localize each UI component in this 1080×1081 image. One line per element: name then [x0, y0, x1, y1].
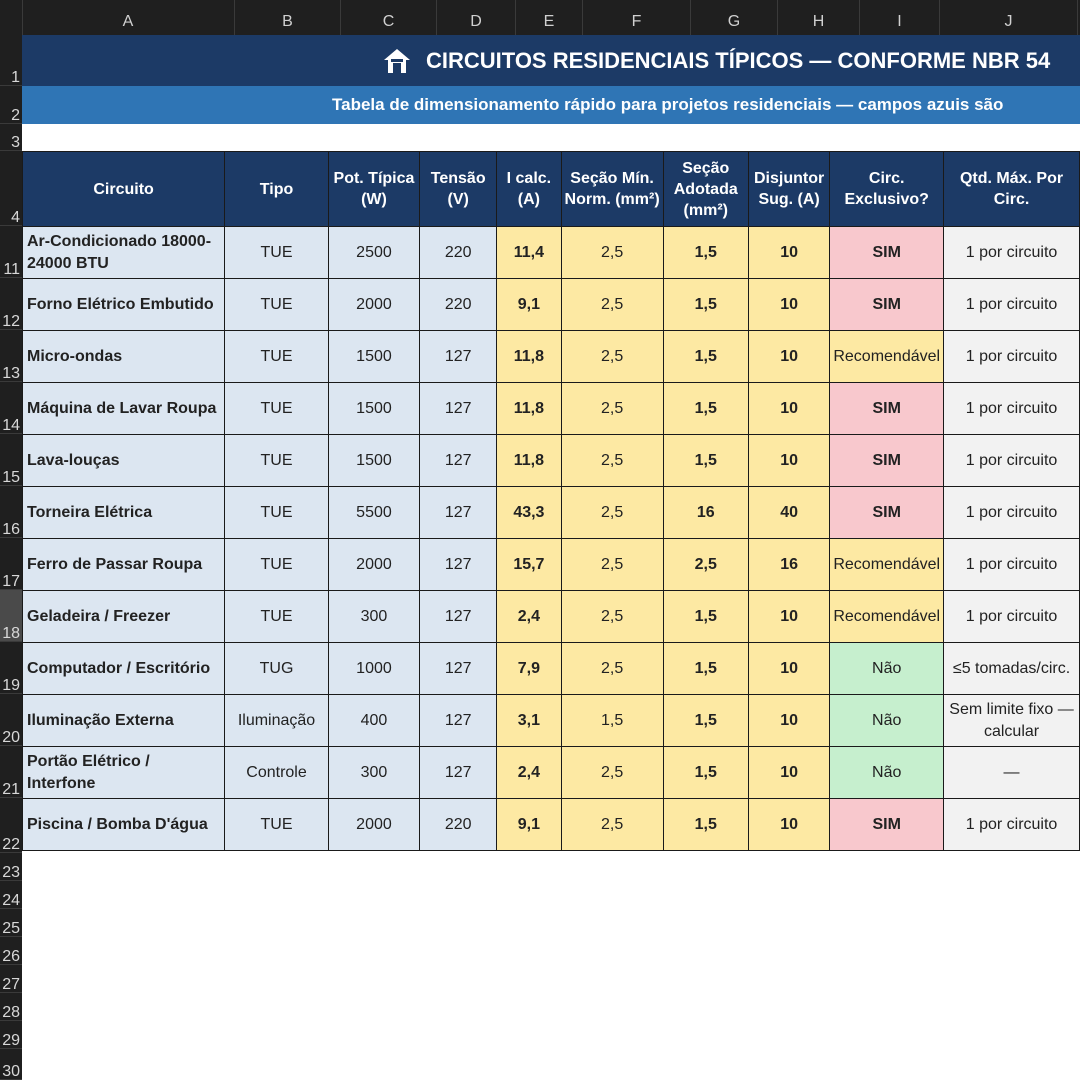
row-header[interactable]: 3	[0, 124, 22, 151]
header-tensao[interactable]: Tensão (V)	[420, 152, 497, 227]
cell-secao-adotada[interactable]: 1,5	[663, 799, 748, 851]
row-header[interactable]: 17	[0, 538, 22, 590]
cell-qtd-max[interactable]: —	[944, 747, 1080, 799]
column-header-g[interactable]: G	[691, 0, 778, 35]
row-header[interactable]: 21	[0, 746, 22, 798]
cell-qtd-max[interactable]: 1 por circuito	[944, 591, 1080, 643]
cell-potencia[interactable]: 1000	[328, 643, 419, 695]
cell-potencia[interactable]: 1500	[328, 383, 419, 435]
cell-circuito[interactable]: Iluminação Externa	[23, 695, 225, 747]
cell-secao-minima[interactable]: 2,5	[561, 487, 663, 539]
cell-qtd-max[interactable]: Sem limite fixo — calcular	[944, 695, 1080, 747]
cell-exclusivo[interactable]: Não	[830, 747, 944, 799]
cell-circuito[interactable]: Torneira Elétrica	[23, 487, 225, 539]
cell-qtd-max[interactable]: 1 por circuito	[944, 539, 1080, 591]
table-row	[23, 799, 1080, 851]
cell-corrente[interactable]: 11,8	[497, 331, 561, 383]
cell-tensao[interactable]: 127	[420, 331, 497, 383]
cell-potencia[interactable]: 1500	[328, 331, 419, 383]
header-exclusivo[interactable]: Circ. Exclusivo?	[830, 152, 944, 227]
header-corrente[interactable]: I calc. (A)	[497, 152, 561, 227]
cell-potencia[interactable]: 1500	[328, 435, 419, 487]
table-row	[23, 643, 1080, 695]
cell-disjuntor[interactable]: 10	[748, 383, 829, 435]
sheet-subtitle: Tabela de dimensionamento rápido para projetos residenciais — campos azuis são	[332, 95, 1004, 114]
cell-corrente[interactable]: 3,1	[497, 695, 561, 747]
header-circuito[interactable]: Circuito	[23, 152, 225, 227]
row-header[interactable]: 30	[0, 1049, 22, 1080]
cell-secao-minima[interactable]: 1,5	[561, 695, 663, 747]
cell-secao-adotada[interactable]: 1,5	[663, 643, 748, 695]
sheet-title: CIRCUITOS RESIDENCIAIS TÍPICOS — CONFORME NBR 54	[426, 47, 1051, 73]
cell-corrente[interactable]: 15,7	[497, 539, 561, 591]
cell-corrente[interactable]: 11,4	[497, 227, 561, 279]
cell-tipo[interactable]: TUE	[225, 331, 329, 383]
cell-potencia[interactable]: 2500	[328, 227, 419, 279]
cell-secao-adotada[interactable]: 1,5	[663, 591, 748, 643]
cell-potencia[interactable]: 2000	[328, 539, 419, 591]
cell-qtd-max[interactable]: 1 por circuito	[944, 799, 1080, 851]
cell-secao-adotada[interactable]: 1,5	[663, 383, 748, 435]
cell-disjuntor[interactable]: 10	[748, 591, 829, 643]
row-header[interactable]: 4	[0, 151, 22, 226]
cell-disjuntor[interactable]: 40	[748, 487, 829, 539]
cell-secao-adotada[interactable]: 1,5	[663, 695, 748, 747]
cell-circuito[interactable]: Ar-Condicionado 18000-24000 BTU	[23, 227, 225, 279]
cell-exclusivo[interactable]: SIM	[830, 383, 944, 435]
cell-disjuntor[interactable]: 10	[748, 279, 829, 331]
sheet-title-banner[interactable]	[22, 35, 1080, 86]
cell-secao-minima[interactable]: 2,5	[561, 591, 663, 643]
cell-tensao[interactable]: 127	[420, 435, 497, 487]
row-header[interactable]: 23	[0, 853, 22, 881]
row-header[interactable]: 15	[0, 434, 22, 486]
cell-secao-minima[interactable]: 2,5	[561, 383, 663, 435]
table-row	[23, 331, 1080, 383]
cell-exclusivo[interactable]: SIM	[830, 487, 944, 539]
column-header-a[interactable]: A	[22, 0, 235, 35]
header-qtd-max[interactable]: Qtd. Máx. Por Circ.	[944, 152, 1080, 227]
row-header[interactable]: 1	[0, 35, 22, 86]
column-header-c[interactable]: C	[341, 0, 437, 35]
cell-secao-adotada[interactable]: 1,5	[663, 435, 748, 487]
cell-circuito[interactable]: Forno Elétrico Embutido	[23, 279, 225, 331]
cell-qtd-max[interactable]: 1 por circuito	[944, 487, 1080, 539]
cell-circuito[interactable]: Lava-louças	[23, 435, 225, 487]
header-secao-adotada[interactable]: Seção Adotada (mm²)	[663, 152, 748, 227]
table-row	[23, 227, 1080, 279]
row-header[interactable]: 13	[0, 330, 22, 382]
cell-corrente[interactable]: 7,9	[497, 643, 561, 695]
row-header[interactable]: 26	[0, 937, 22, 965]
cell-exclusivo[interactable]: Recomendável	[830, 331, 944, 383]
cell-secao-minima[interactable]: 2,5	[561, 799, 663, 851]
cell-tensao[interactable]: 127	[420, 591, 497, 643]
cell-secao-minima[interactable]: 2,5	[561, 279, 663, 331]
select-all-corner[interactable]	[0, 0, 23, 35]
row-header[interactable]: 27	[0, 965, 22, 993]
circuits-table	[22, 151, 1080, 851]
cell-exclusivo[interactable]: SIM	[830, 799, 944, 851]
cell-tensao[interactable]: 127	[420, 383, 497, 435]
cell-corrente[interactable]: 2,4	[497, 747, 561, 799]
cell-tensao[interactable]: 127	[420, 747, 497, 799]
cell-disjuntor[interactable]: 10	[748, 747, 829, 799]
cell-secao-adotada[interactable]: 2,5	[663, 539, 748, 591]
cell-tensao[interactable]: 127	[420, 643, 497, 695]
row-header[interactable]: 28	[0, 993, 22, 1021]
row-header[interactable]: 20	[0, 694, 22, 746]
cell-exclusivo[interactable]: Não	[830, 695, 944, 747]
cell-tensao[interactable]: 220	[420, 799, 497, 851]
cell-secao-adotada[interactable]: 1,5	[663, 227, 748, 279]
cell-tensao[interactable]: 127	[420, 695, 497, 747]
cell-tipo[interactable]: TUE	[225, 435, 329, 487]
cell-exclusivo[interactable]: Recomendável	[830, 539, 944, 591]
cell-corrente[interactable]: 43,3	[497, 487, 561, 539]
cell-secao-adotada[interactable]: 1,5	[663, 331, 748, 383]
cell-secao-minima[interactable]: 2,5	[561, 435, 663, 487]
column-header-f[interactable]: F	[583, 0, 691, 35]
cell-corrente[interactable]: 11,8	[497, 383, 561, 435]
cell-qtd-max[interactable]: 1 por circuito	[944, 435, 1080, 487]
cell-disjuntor[interactable]: 10	[748, 643, 829, 695]
table-row	[23, 487, 1080, 539]
column-header-bar	[0, 0, 1080, 35]
cell-tipo[interactable]: TUE	[225, 799, 329, 851]
row-header[interactable]: 25	[0, 909, 22, 937]
house-icon	[382, 47, 412, 75]
cell-corrente[interactable]: 11,8	[497, 435, 561, 487]
row-header[interactable]: 14	[0, 382, 22, 434]
table-row	[23, 591, 1080, 643]
blank-row[interactable]	[22, 124, 1080, 152]
cell-tipo[interactable]: TUE	[225, 279, 329, 331]
cell-circuito[interactable]: Ferro de Passar Roupa	[23, 539, 225, 591]
header-tipo[interactable]: Tipo	[225, 152, 329, 227]
table-row	[23, 435, 1080, 487]
column-header-j[interactable]: J	[940, 0, 1078, 35]
cell-potencia[interactable]: 5500	[328, 487, 419, 539]
cell-secao-adotada[interactable]: 16	[663, 487, 748, 539]
column-header-e[interactable]: E	[516, 0, 583, 35]
cell-qtd-max[interactable]: 1 por circuito	[944, 227, 1080, 279]
cell-corrente[interactable]: 9,1	[497, 279, 561, 331]
cell-tipo[interactable]: TUG	[225, 643, 329, 695]
cell-secao-minima[interactable]: 2,5	[561, 643, 663, 695]
cell-exclusivo[interactable]: Não	[830, 643, 944, 695]
cell-tipo[interactable]: TUE	[225, 227, 329, 279]
cell-disjuntor[interactable]: 16	[748, 539, 829, 591]
cell-exclusivo[interactable]: SIM	[830, 435, 944, 487]
header-disjuntor[interactable]: Disjuntor Sug. (A)	[748, 152, 829, 227]
row-header[interactable]: 11	[0, 226, 22, 278]
cell-tipo[interactable]: TUE	[225, 539, 329, 591]
cell-disjuntor[interactable]: 10	[748, 435, 829, 487]
table-row	[23, 279, 1080, 331]
table-row	[23, 383, 1080, 435]
cell-potencia[interactable]: 2000	[328, 279, 419, 331]
row-header[interactable]: 22	[0, 798, 22, 853]
row-header[interactable]: 24	[0, 881, 22, 909]
column-header-i[interactable]: I	[860, 0, 940, 35]
header-potencia[interactable]: Pot. Típica (W)	[328, 152, 419, 227]
cell-tipo[interactable]: Iluminação	[225, 695, 329, 747]
cell-tipo[interactable]: TUE	[225, 591, 329, 643]
cell-secao-minima[interactable]: 2,5	[561, 747, 663, 799]
cell-circuito[interactable]: Micro-ondas	[23, 331, 225, 383]
row-header[interactable]: 12	[0, 278, 22, 330]
cell-disjuntor[interactable]: 10	[748, 227, 829, 279]
cell-corrente[interactable]: 9,1	[497, 799, 561, 851]
row-header-selected[interactable]: 18	[0, 590, 22, 642]
cell-circuito[interactable]: Portão Elétrico / Interfone	[23, 747, 225, 799]
row-header[interactable]: 16	[0, 486, 22, 538]
cell-tensao[interactable]: 127	[420, 539, 497, 591]
cell-exclusivo[interactable]: SIM	[830, 227, 944, 279]
sheet-subtitle-banner[interactable]	[22, 86, 1080, 124]
cell-tensao[interactable]: 127	[420, 487, 497, 539]
table-row	[23, 747, 1080, 799]
cell-tipo[interactable]: TUE	[225, 487, 329, 539]
cell-corrente[interactable]: 2,4	[497, 591, 561, 643]
cell-qtd-max[interactable]: 1 por circuito	[944, 383, 1080, 435]
cell-tensao[interactable]: 220	[420, 279, 497, 331]
cell-disjuntor[interactable]: 10	[748, 695, 829, 747]
column-header-d[interactable]: D	[437, 0, 516, 35]
cell-secao-minima[interactable]: 2,5	[561, 227, 663, 279]
cell-exclusivo[interactable]: SIM	[830, 279, 944, 331]
header-secao-minima[interactable]: Seção Mín. Norm. (mm²)	[561, 152, 663, 227]
cell-circuito[interactable]: Computador / Escritório	[23, 643, 225, 695]
row-header[interactable]: 19	[0, 642, 22, 694]
cell-potencia[interactable]: 300	[328, 591, 419, 643]
column-header-b[interactable]: B	[235, 0, 341, 35]
cell-disjuntor[interactable]: 10	[748, 799, 829, 851]
cell-tipo[interactable]: Controle	[225, 747, 329, 799]
cell-circuito[interactable]: Geladeira / Freezer	[23, 591, 225, 643]
cell-qtd-max[interactable]: 1 por circuito	[944, 279, 1080, 331]
cell-circuito[interactable]: Piscina / Bomba D'água	[23, 799, 225, 851]
table-header-row	[23, 152, 1080, 227]
cell-circuito[interactable]: Máquina de Lavar Roupa	[23, 383, 225, 435]
cell-secao-minima[interactable]: 2,5	[561, 539, 663, 591]
cell-potencia[interactable]: 300	[328, 747, 419, 799]
cell-exclusivo[interactable]: Recomendável	[830, 591, 944, 643]
cell-qtd-max[interactable]: ≤5 tomadas/circ.	[944, 643, 1080, 695]
row-header[interactable]: 29	[0, 1021, 22, 1049]
column-header-h[interactable]: H	[778, 0, 860, 35]
table-row	[23, 539, 1080, 591]
cell-qtd-max[interactable]: 1 por circuito	[944, 331, 1080, 383]
row-header[interactable]: 2	[0, 86, 22, 124]
cell-secao-minima[interactable]: 2,5	[561, 331, 663, 383]
cell-tensao[interactable]: 220	[420, 227, 497, 279]
cell-tipo[interactable]: TUE	[225, 383, 329, 435]
cell-secao-adotada[interactable]: 1,5	[663, 279, 748, 331]
cell-potencia[interactable]: 2000	[328, 799, 419, 851]
table-row	[23, 695, 1080, 747]
cell-secao-adotada[interactable]: 1,5	[663, 747, 748, 799]
cell-potencia[interactable]: 400	[328, 695, 419, 747]
cell-disjuntor[interactable]: 10	[748, 331, 829, 383]
